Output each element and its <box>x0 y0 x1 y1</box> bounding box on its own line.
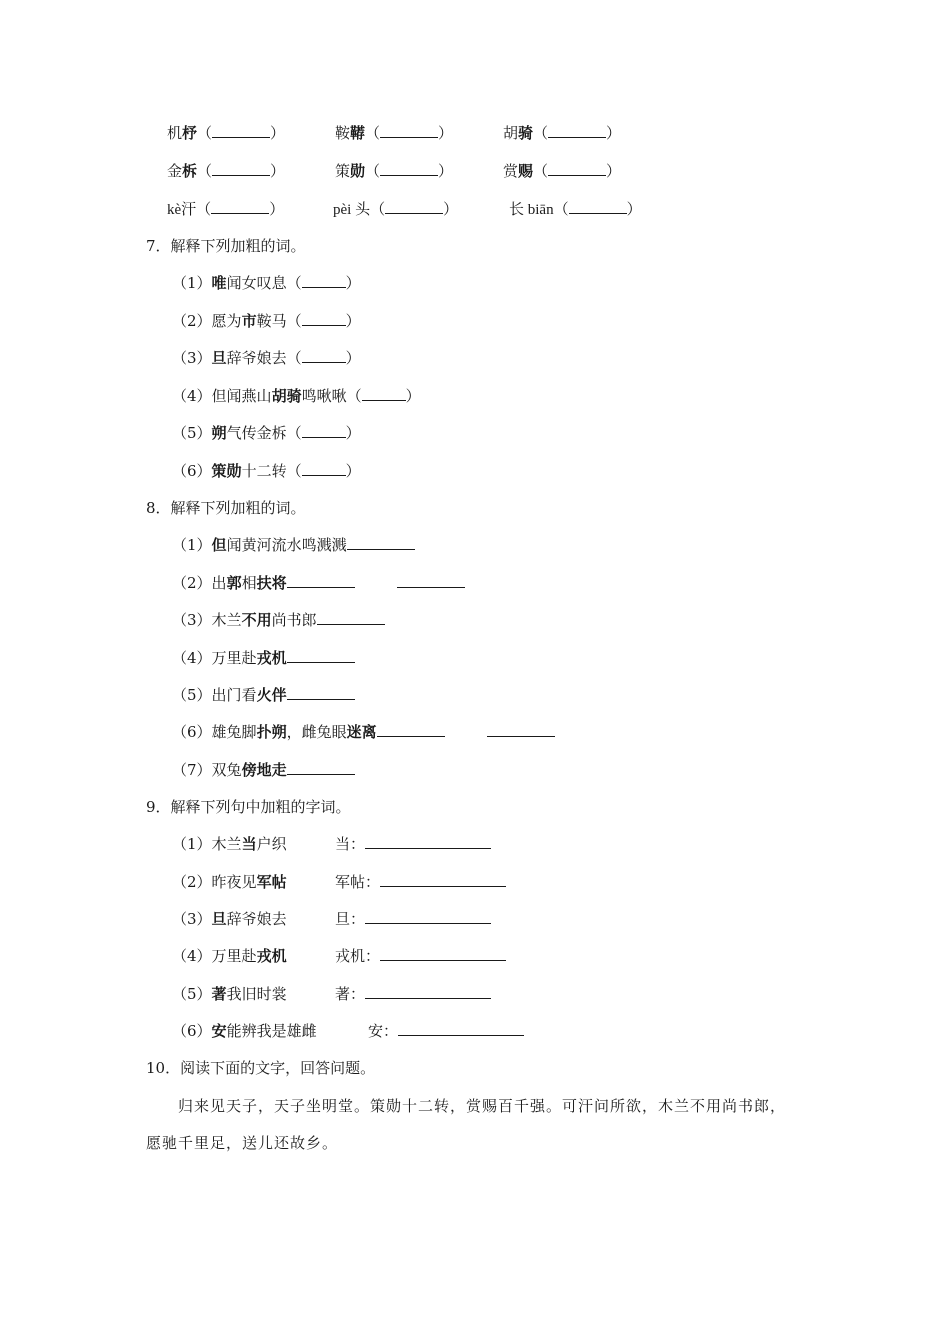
bold-term: 著 <box>211 985 227 1003</box>
cell-plain: pèi 头 <box>333 202 371 218</box>
paren: ） <box>626 200 642 218</box>
paren: （ <box>197 162 213 180</box>
paren: ） <box>345 462 361 480</box>
cell-plain: 长 biān <box>509 202 554 218</box>
answer-label: 安： <box>368 1022 399 1040</box>
paren: ） <box>270 162 286 180</box>
q10-title: 10．阅读下面的文字，回答问题。 <box>146 1059 376 1077</box>
q9-answer-4 <box>335 946 506 966</box>
item-number: （3） <box>172 611 212 629</box>
bold-term: 傍地走 <box>241 761 287 779</box>
paren: ） <box>405 387 421 405</box>
item-text: 尚书郎 <box>271 611 317 629</box>
pinyin-cell <box>335 123 453 143</box>
paren: ） <box>269 200 285 218</box>
answer-blank[interactable] <box>365 834 491 849</box>
answer-blank[interactable] <box>398 1021 524 1036</box>
item-number: （3） <box>172 349 212 367</box>
cell-bold: 鞯 <box>350 124 366 142</box>
bold-term: 朔 <box>211 424 227 442</box>
answer-blank[interactable] <box>362 386 406 401</box>
item-text: 辞爷娘去 <box>226 910 287 928</box>
paren: ） <box>270 124 286 142</box>
cell-bold: 杼 <box>182 124 198 142</box>
q7-item-1 <box>172 273 361 293</box>
answer-blank[interactable] <box>365 909 491 924</box>
item-text: 雄兔脚 <box>211 723 257 741</box>
answer-blank[interactable] <box>302 273 346 288</box>
item-number: （2） <box>172 574 212 592</box>
paren: ） <box>438 162 454 180</box>
answer-blank[interactable] <box>302 348 346 363</box>
item-text: 相 <box>241 574 257 592</box>
paren: （ <box>286 424 302 442</box>
answer-blank[interactable] <box>212 161 270 176</box>
cell-plain: 策 <box>335 162 351 180</box>
q7-item-6 <box>172 461 361 481</box>
bold-term: 但 <box>211 536 227 554</box>
paren: ） <box>438 124 454 142</box>
paren: ） <box>606 162 622 180</box>
item-number: （4） <box>172 649 212 667</box>
paren: ） <box>345 312 361 330</box>
pinyin-cell <box>167 161 285 181</box>
answer-blank[interactable] <box>212 123 270 138</box>
q7-item-4 <box>172 386 421 406</box>
q9-item-1 <box>172 834 287 854</box>
q8-title: 8．解释下列加粗的词。 <box>146 499 306 517</box>
paren: （ <box>286 274 302 292</box>
answer-blank[interactable] <box>211 199 269 214</box>
q10-passage-line-1: 归来见天子，天子坐明堂。策勋十二转，赏赐百千强。可汗问所欲，木兰不用尚书郎， <box>178 1097 787 1115</box>
q9-title: 9．解释下列句中加粗的字词。 <box>146 798 351 816</box>
q8-item-1 <box>172 535 415 555</box>
bold-term: 军帖 <box>256 873 287 891</box>
item-number: （2） <box>172 873 212 891</box>
answer-blank[interactable] <box>487 722 555 737</box>
q9-answer-5 <box>335 984 491 1004</box>
q9-item-4 <box>172 946 287 966</box>
item-text: 万里赴 <box>211 947 257 965</box>
cell-bold: 柝 <box>182 162 198 180</box>
paren: ） <box>606 124 622 142</box>
cell-plain: 金 <box>167 162 183 180</box>
q9-item-6 <box>172 1021 317 1041</box>
item-number: （4） <box>172 387 212 405</box>
bold-term: 市 <box>241 312 257 330</box>
pinyin-cell <box>333 199 458 220</box>
q8-item-5 <box>172 685 355 705</box>
item-text: 木兰 <box>211 611 242 629</box>
item-number: （5） <box>172 686 212 704</box>
cell-bold: 勋 <box>350 162 366 180</box>
pinyin-cell <box>167 199 284 220</box>
item-text: 昨夜见 <box>211 873 257 891</box>
item-number: （2） <box>172 312 212 330</box>
paren: （ <box>553 200 569 218</box>
paren: （ <box>365 124 381 142</box>
answer-label: 著： <box>335 985 366 1003</box>
item-number: （1） <box>172 835 212 853</box>
item-number: （6） <box>172 462 212 480</box>
item-text: 闻黄河流水鸣溅溅 <box>226 536 347 554</box>
bold-term: 火伴 <box>256 686 287 704</box>
bold-term: 扶将 <box>256 574 287 592</box>
answer-blank[interactable] <box>569 199 627 214</box>
q9-answer-6 <box>368 1021 524 1041</box>
bold-term: 策勋 <box>211 462 242 480</box>
item-number: （4） <box>172 947 212 965</box>
q8-item-7 <box>172 760 355 780</box>
q7-title: 7．解释下列加粗的词。 <box>146 237 306 255</box>
q8-item-3 <box>172 610 385 630</box>
answer-blank[interactable] <box>380 161 438 176</box>
bold-term: 安 <box>211 1022 227 1040</box>
bold-term: 戎机 <box>256 649 287 667</box>
cell-plain: 机 <box>167 124 183 142</box>
paren: （ <box>370 200 386 218</box>
answer-blank[interactable] <box>380 946 506 961</box>
q9-answer-1 <box>335 834 491 854</box>
q9-answer-3 <box>335 909 491 929</box>
item-text: 鞍马 <box>256 312 287 330</box>
bold-term: 当 <box>241 835 257 853</box>
answer-blank[interactable] <box>302 311 346 326</box>
item-number: （7） <box>172 761 212 779</box>
pinyin-cell <box>503 161 621 181</box>
item-text: 闻女叹息 <box>226 274 287 292</box>
answer-label: 旦： <box>335 910 366 928</box>
cell-plain: 胡 <box>503 124 519 142</box>
q9-item-2 <box>172 872 287 892</box>
item-text: ，雌兔眼 <box>286 723 347 741</box>
item-text: 辞爷娘去 <box>226 349 287 367</box>
bold-term: 戎机 <box>256 947 287 965</box>
paren: （ <box>533 162 549 180</box>
paren: （ <box>286 312 302 330</box>
item-text: 我旧时裳 <box>226 985 287 1003</box>
pinyin-cell <box>509 199 642 220</box>
q9-answer-2 <box>335 872 506 892</box>
item-text: 万里赴 <box>211 649 257 667</box>
pinyin-cell <box>335 161 453 181</box>
answer-blank[interactable] <box>302 423 346 438</box>
pinyin-cell <box>167 123 285 143</box>
item-number: （1） <box>172 274 212 292</box>
cell-bold: 骑 <box>518 124 534 142</box>
answer-blank[interactable] <box>365 984 491 999</box>
item-text: 十二转 <box>241 462 287 480</box>
q7-item-5 <box>172 423 361 443</box>
item-text: 气传金柝 <box>226 424 287 442</box>
paren: ） <box>345 274 361 292</box>
answer-blank[interactable] <box>377 722 445 737</box>
paren: （ <box>196 200 212 218</box>
answer-blank[interactable] <box>302 461 346 476</box>
q9-item-3 <box>172 909 287 929</box>
paren: ） <box>345 424 361 442</box>
answer-blank[interactable] <box>347 535 415 550</box>
bold-term: 扑朔 <box>256 723 287 741</box>
q9-item-5 <box>172 984 287 1004</box>
bold-term: 唯 <box>211 274 227 292</box>
item-number: （6） <box>172 1022 212 1040</box>
bold-term: 旦 <box>211 910 227 928</box>
item-text: 但闻燕山 <box>211 387 272 405</box>
paren: ） <box>443 200 459 218</box>
answer-blank[interactable] <box>287 685 355 700</box>
paren: （ <box>286 349 302 367</box>
q8-item-6 <box>172 722 555 742</box>
q7-item-3 <box>172 348 361 368</box>
item-text: 出 <box>211 574 227 592</box>
answer-blank[interactable] <box>548 161 606 176</box>
cell-plain: 赏 <box>503 162 519 180</box>
bold-term: 旦 <box>211 349 227 367</box>
answer-blank[interactable] <box>380 123 438 138</box>
answer-blank[interactable] <box>385 199 443 214</box>
item-text: 愿为 <box>211 312 242 330</box>
pinyin-cell <box>503 123 621 143</box>
cell-plain: kè汗 <box>167 202 197 218</box>
paren: （ <box>533 124 549 142</box>
q7-item-2 <box>172 311 361 331</box>
paren: （ <box>365 162 381 180</box>
item-text: 木兰 <box>211 835 242 853</box>
q8-item-2 <box>172 573 465 593</box>
item-text: 户织 <box>256 835 287 853</box>
answer-blank[interactable] <box>287 760 355 775</box>
paren: ） <box>345 349 361 367</box>
answer-blank[interactable] <box>317 610 385 625</box>
q10-passage-line-2: 愿驰千里足，送儿还故乡。 <box>146 1134 339 1152</box>
item-number: （5） <box>172 424 212 442</box>
q8-item-4 <box>172 648 355 668</box>
item-text: 能辨我是雄雌 <box>226 1022 317 1040</box>
answer-blank[interactable] <box>397 573 465 588</box>
item-number: （5） <box>172 985 212 1003</box>
answer-label: 军帖： <box>335 873 381 891</box>
item-text: 出门看 <box>211 686 257 704</box>
bold-term: 胡骑 <box>271 387 302 405</box>
item-text: 双兔 <box>211 761 242 779</box>
answer-blank[interactable] <box>287 648 355 663</box>
cell-bold: 赐 <box>518 162 534 180</box>
item-number: （3） <box>172 910 212 928</box>
answer-label: 当： <box>335 835 366 853</box>
bold-term: 迷离 <box>346 723 377 741</box>
item-number: （1） <box>172 536 212 554</box>
answer-blank[interactable] <box>380 872 506 887</box>
answer-blank[interactable] <box>548 123 606 138</box>
item-number: （6） <box>172 723 212 741</box>
paren: （ <box>197 124 213 142</box>
answer-blank[interactable] <box>287 573 355 588</box>
cell-plain: 鞍 <box>335 124 351 142</box>
paren: （ <box>286 462 302 480</box>
bold-term: 不用 <box>241 611 272 629</box>
paren: （ <box>346 387 362 405</box>
answer-label: 戎机： <box>335 947 381 965</box>
item-text: 鸣啾啾 <box>301 387 347 405</box>
bold-term: 郭 <box>226 574 242 592</box>
